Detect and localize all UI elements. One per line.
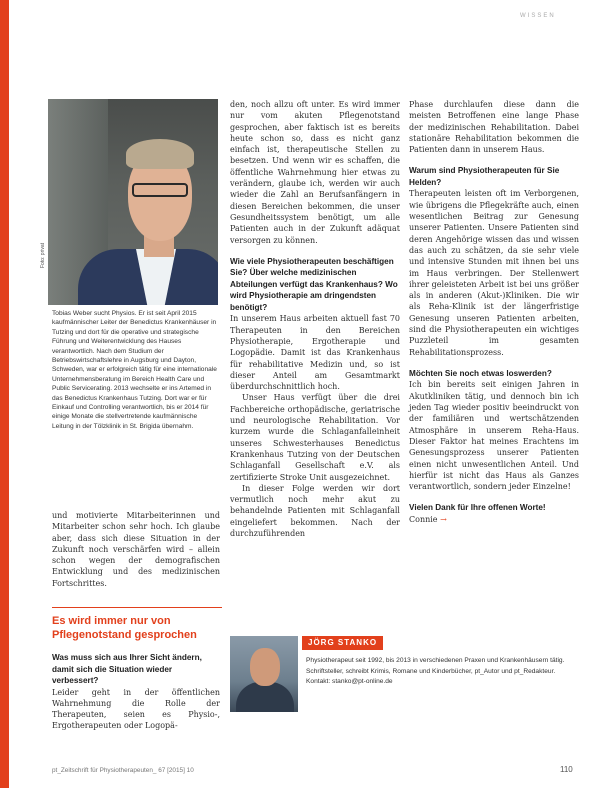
- column-2: [230, 99, 400, 539]
- author-bio: [306, 656, 578, 688]
- column-3: [409, 99, 579, 525]
- sidebar-rule: [52, 607, 222, 608]
- answer-paragraph: Unser Haus verfügt über die drei Fachbereiche orthopädische, geriatrische und neurologische Rehabilitation. Vor kurzem wurde die Schlaganfalleinheit unseres Schwesterhauses Benedictus Krankenhaus Tutzing von der Deutschen Schlaganfall Gesellschaft e.V. als zertifizierte Stroke Unit ausgezeichnet.: [230, 393, 400, 482]
- column-1: [52, 510, 220, 589]
- answer-paragraph: Therapeuten leisten oft im Verborgenen, wie übrigens die Pflegekräfte auch, einen wesentlichen Beitrag zur Genesung unserer Patienten. Unsere Patienten sind deren Angehörige wissen das und wissen das auch zu schätzen, da sie sehr viele und intensive Stunden mit ihnen bei uns im Haus verbringen. Der Stellenwert ihrer geleisteten Arbeit ist bei uns größer als in anderen (Akut-)Kliniken. Die wir als Reha-Klinik ist der längerfristige Genesung unseren Patienten arbeiten, sind die Physiotherapeuten ein wichtiges Puzzleteil im gesamten Rehabilitationsprozess.: [409, 189, 579, 357]
- sidebar-title: Es wird immer nur von Pflegenotstand gesprochen: [52, 615, 197, 641]
- col1-paragraph: und motivierte Mitarbeiterinnen und Mitarbeiter schon sehr hoch. Ich glaube aber, dass sich diese Situation in der Zukunft noch verschärfen wird – allein schon wegen der demografischen Entwicklung und des medizinischen Fortschrittes.: [52, 511, 220, 588]
- signoff-name: Connie: [409, 514, 438, 524]
- column-1-lower: [52, 652, 220, 732]
- question-heading: Wie viele Physiotherapeuten beschäftigen Sie? Über welche medizinischen Abteilungen verfügt das Krankenhaus? Wo wird Physiotherapie am dringendsten benötigt?: [230, 256, 398, 312]
- closing-heading: Vielen Dank für Ihre offenen Worte!: [409, 503, 546, 513]
- footer-journal: pt_Zeitschrift für Physiotherapeuten_ 67 [2015] 10: [52, 767, 194, 774]
- author-bio-text: Physiotherapeut seit 1992, bis 2013 in verschiedenen Praxen und Krankenhäusern tätig. Schriftsteller, schreibt Krimis, Romane und Kinderbücher, pt_Autor und pt_Redakteur.: [306, 657, 565, 675]
- col3-paragraph: Phase durchlaufen diese dann die meisten Betroffenen eine lange Phase der medizinischen Rehabilitation. Dabei stationäre Rehabilitation bekommen die Patienten dann in unserem Haus.: [409, 100, 579, 155]
- page-number: 110: [560, 765, 573, 774]
- accent-edge-bar: [0, 0, 9, 788]
- photo-credit: Foto: privat: [40, 242, 46, 268]
- answer-paragraph: Ich bin bereits seit einigen Jahren in Akutkliniken tätig, und dennoch bin ich jeden Tag wieder positiv beeindruckt von der familiären und wertschätzenden Atmosphäre in unserem Reha-Haus. Dieser Faktor hat meines Erachtens im Genesungsprozess unserer Patienten einen nicht unwesentlichen Anteil. Und hierfür ist nicht das Haus als Ganzes verantwortlich, sondern jeder Einzelne!: [409, 380, 579, 492]
- signoff: [409, 514, 579, 525]
- author-photo: [230, 636, 298, 712]
- portrait-photo: [48, 99, 218, 305]
- col2-paragraph: den, noch allzu oft unter. Es wird immer nur vom akuten Pflegenotstand gesprochen, aber faktisch ist es bereits heute schon so, dass es nicht ganz einfach ist, therapeutische Stellen zu besetzen. Und wenn wir es schaffen, die öffentliche Wahrnehmung hier etwas zu verändern, glaube ich, werden wir auch wieder die Zahl an Berufsanfängern in diesen Bereichen bekommen, die unser Gesundheitssystem benötigt, um alle Patienten auch in der Zukunft adäquat versorgen zu können.: [230, 100, 400, 245]
- section-tag: WISSEN: [520, 13, 556, 19]
- arrow-right-icon: →: [440, 514, 447, 524]
- author-contact: Kontakt: stanko@pt-online.de: [306, 678, 393, 685]
- answer-paragraph: Leider geht in der öffentlichen Wahrnehmung die Rolle der Therapeuten, seien es Physio-, Ergotherapeuten oder Logopä-: [52, 687, 220, 731]
- question-heading: Möchten Sie noch etwas loswerden?: [409, 368, 552, 378]
- question-heading: Warum sind Physiotherapeuten für Sie Helden?: [409, 166, 560, 187]
- question-heading: Was muss sich aus Ihrer Sicht ändern, damit sich die Situation wieder verbessert?: [52, 653, 202, 685]
- author-name: JÖRG STANKO: [302, 636, 383, 650]
- author-box: [230, 636, 580, 712]
- photo-caption: Tobias Weber sucht Physios. Er ist seit April 2015 kaufmännischer Leiter der Benedictus Krankenhäuser in Tutzing und dort für die operative und strategische Führung und Weiterentwicklung des Hauses verantwortlich. Nach dem Studium der Betriebswirtschaftslehre in Augsburg und Dayton, Schweden, war er erfolgreich tätig für eine internationale Unternehmensberatung im Bereich Health Care und Public Servicerating. 2013 wechselte er ins Artemed in das Benedictus Krankenhaus Tutzing. Dort war er für Einkauf und Controlling verantwortlich, bis er 2014 für einige Monate die stellvertretende kaufmännische Leitung in der Tölzklinik in St. Brigida übernahm.: [52, 310, 217, 430]
- answer-paragraph: In dieser Folge werden wir dort vermutlich noch mehr akut zu behandelnde Patienten mit Schlaganfall eingeliefert bekommen. Nach der durchzuführenden: [230, 483, 400, 538]
- answer-paragraph: In unserem Haus arbeiten aktuell fast 70 Therapeuten in den Bereichen Physiotherapie, Ergotherapie und Logopädie. Damit ist das Krankenhaus für rehabilitative Medizin und, so ist dieser Anteil am Gesamtmarkt überdurchschnittlich hoch.: [230, 314, 400, 392]
